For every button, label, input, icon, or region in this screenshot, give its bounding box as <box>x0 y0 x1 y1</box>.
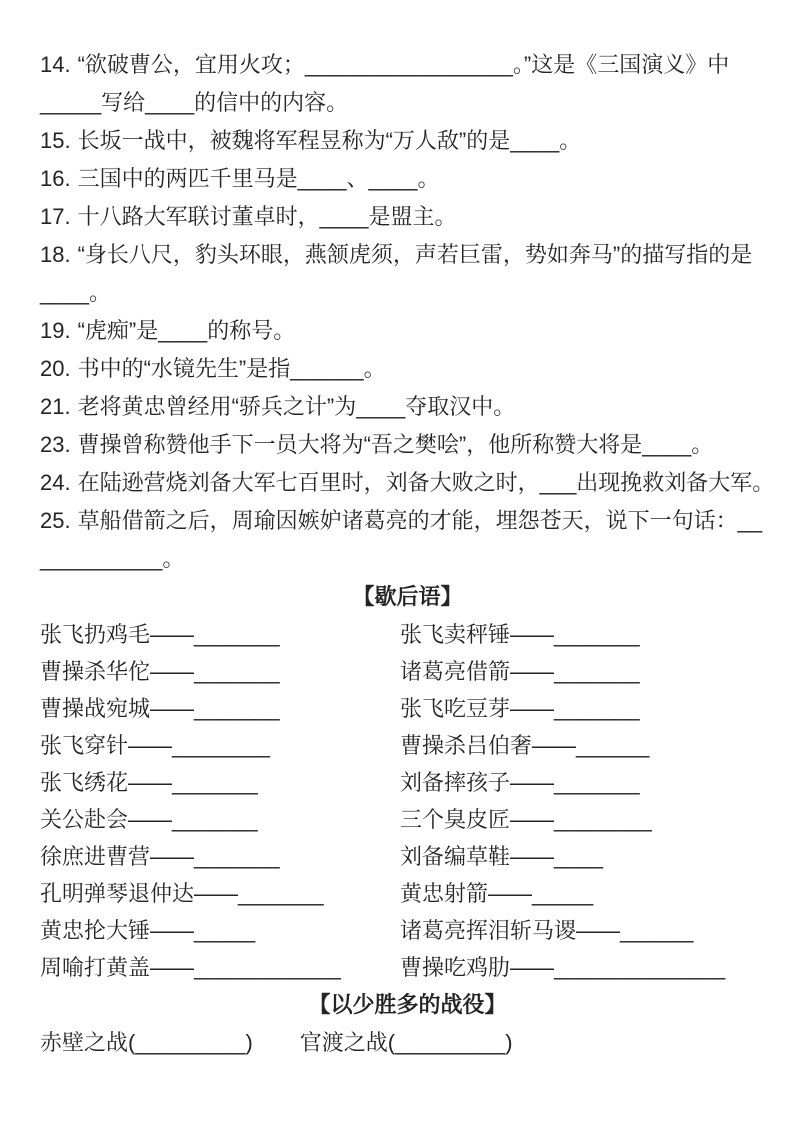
question-text: “身长八尺，豹头环眼，燕颔虎须，声若巨雷，势如奔马”的描写指的是____。 <box>40 242 753 305</box>
questions-section <box>40 46 775 578</box>
question-number: 20. <box>40 356 71 381</box>
question-number: 19. <box>40 318 71 343</box>
xiehouyu-grid <box>40 616 775 986</box>
xiehouyu-item: 曹操吃鸡肋——______________ <box>400 955 726 980</box>
battle-guandu: 官渡之战(_________) <box>299 1030 513 1055</box>
question-15 <box>40 122 775 160</box>
xiehouyu-item: 孔明弹琴退仲达——_______ <box>40 881 324 906</box>
question-text: “虎痴”是____的称号。 <box>77 318 296 343</box>
question-24 <box>40 464 775 502</box>
question-number: 21. <box>40 394 71 419</box>
question-14 <box>40 46 775 122</box>
xiehouyu-item: 三个臭皮匠——________ <box>400 807 652 832</box>
question-number: 17. <box>40 204 71 229</box>
xiehouyu-item: 刘备编草鞋——____ <box>400 844 603 869</box>
xiehouyu-item: 周喻打黄盖——____________ <box>40 955 341 980</box>
xiehouyu-item: 黄忠抡大锤——_____ <box>40 918 256 943</box>
question-17 <box>40 198 775 236</box>
xiehouyu-item: 徐庶进曹营——_______ <box>40 844 280 869</box>
xiehouyu-item: 张飞卖秤锤——_______ <box>400 622 640 647</box>
xiehouyu-item: 张飞绣花——_______ <box>40 770 258 795</box>
xiehouyu-item: 曹操杀华佗——_______ <box>40 659 280 684</box>
question-text: 书中的“水镜先生”是指______。 <box>77 356 386 381</box>
xiehouyu-item: 曹操杀吕伯奢——______ <box>400 733 650 758</box>
question-number: 16. <box>40 166 71 191</box>
question-20 <box>40 350 775 388</box>
xiehouyu-section-title: 【歇后语】 <box>352 584 463 609</box>
battles-section-title: 【以少胜多的战役】 <box>308 992 507 1017</box>
xiehouyu-item: 诸葛亮挥泪斩马谡——______ <box>400 918 694 943</box>
question-16 <box>40 160 775 198</box>
question-text: 在陆逊营烧刘备大军七百里时，刘备大败之时，___出现挽救刘备大军。 <box>77 470 775 495</box>
question-number: 24. <box>40 470 71 495</box>
question-25 <box>40 502 775 578</box>
question-23 <box>40 426 775 464</box>
question-text: “欲破曹公，宜用火攻；_________________。”这是《三国演义》中_____写给____的信中的内容。 <box>40 52 730 115</box>
xiehouyu-item: 刘备摔孩子——_______ <box>400 770 640 795</box>
question-number: 18. <box>40 242 71 267</box>
xiehouyu-item: 张飞吃豆芽——_______ <box>400 696 640 721</box>
question-number: 23. <box>40 432 71 457</box>
question-21 <box>40 388 775 426</box>
question-text: 长坂一战中，被魏将军程昱称为“万人敌”的是____。 <box>77 128 582 153</box>
xiehouyu-item: 张飞穿针——________ <box>40 733 270 758</box>
question-18 <box>40 236 775 312</box>
question-number: 25. <box>40 508 71 533</box>
battle-chibi: 赤壁之战(_________) <box>40 1030 253 1055</box>
xiehouyu-item: 关公赴会——_______ <box>40 807 258 832</box>
question-text: 老将黄忠曾经用“骄兵之计”为____夺取汉中。 <box>77 394 516 419</box>
xiehouyu-item: 曹操战宛城——_______ <box>40 696 280 721</box>
xiehouyu-item: 张飞扔鸡毛——_______ <box>40 622 280 647</box>
question-text: 曹操曾称赞他手下一员大将为“吾之樊哙”，他所称赞大将是____。 <box>77 432 714 457</box>
xiehouyu-item: 诸葛亮借箭——_______ <box>400 659 640 684</box>
question-19 <box>40 312 775 350</box>
question-number: 14. <box>40 52 71 77</box>
question-text: 十八路大军联讨董卓时，____是盟主。 <box>77 204 457 229</box>
question-number: 15. <box>40 128 71 153</box>
xiehouyu-item: 黄忠射箭——_____ <box>400 881 594 906</box>
question-text: 草船借箭之后，周瑜因嫉妒诸葛亮的才能，埋怨苍天，说下一句话：__​__________。 <box>40 508 763 571</box>
question-text: 三国中的两匹千里马是____、____。 <box>77 166 440 191</box>
battles-row <box>40 1024 775 1062</box>
